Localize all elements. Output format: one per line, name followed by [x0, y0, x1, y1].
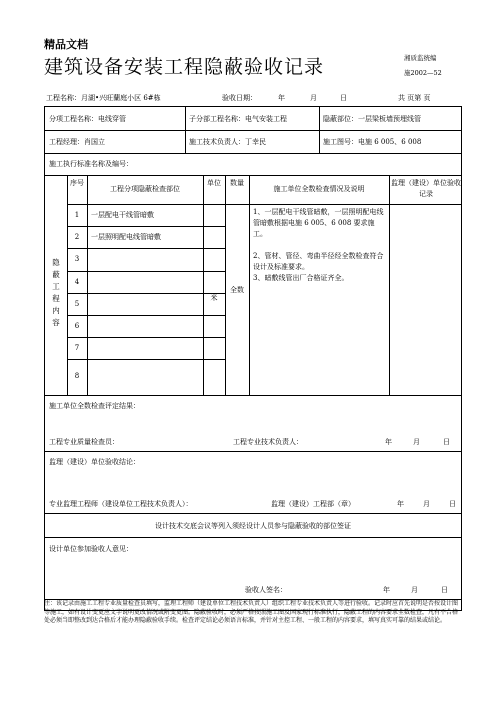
form-code-line1: 湘质监统编 — [404, 54, 437, 62]
result-day: 日 — [443, 438, 450, 446]
result-year: 年 — [385, 438, 392, 446]
form-table — [44, 106, 462, 611]
supervision-month: 月 — [423, 500, 430, 508]
date-day: 日 — [340, 94, 347, 102]
form-code-line2: 施2002—52 — [404, 69, 442, 77]
supervision-year: 年 — [397, 500, 404, 508]
qty-value: 全数 — [230, 286, 244, 294]
drawing-number: 施工图号：电施 6 005、6 008 — [323, 138, 422, 146]
concealed-part: 隐蔽部位：一层梁板墙预埋线管 — [323, 115, 421, 123]
seq-3: 3 — [74, 255, 80, 263]
sub-item-name: 分项工程名称：电线穿管 — [49, 115, 126, 123]
header-unit: 单位 — [207, 179, 221, 187]
design-note: 设计技术交底会议等列入须经设计人员参与隐蔽验收的部位签证 — [155, 522, 351, 530]
seq-8: 8 — [74, 372, 80, 380]
item-2: 一层照明配电线管暗敷 — [91, 233, 161, 241]
seq-1: 1 — [74, 211, 80, 219]
project-manager: 工程经理：肖国立 — [49, 138, 105, 146]
header-item: 工程分项隐蔽检查部位 — [110, 185, 180, 193]
seq-4: 4 — [74, 278, 80, 286]
supervisor-label: 专业监理工程师（建设单位工程技术负责人）： — [49, 500, 193, 508]
design-day: 日 — [441, 586, 448, 594]
result-month: 月 — [413, 438, 420, 446]
acceptance-date-label: 验收日期： — [222, 94, 257, 102]
header-qty: 数量 — [230, 179, 244, 187]
header-seq: 序号 — [70, 179, 84, 187]
seq-5: 5 — [74, 300, 80, 308]
side-label: 隐蔽工程内容 — [52, 258, 60, 327]
date-year: 年 — [278, 94, 285, 102]
design-opinion-label: 设计单位参加验收人意见： — [49, 545, 133, 553]
seq-2: 2 — [74, 233, 80, 241]
document-title: 建筑设备安装工程隐蔽验收记录 — [44, 56, 325, 78]
execution-standard: 施工执行标准名称及编号： — [49, 160, 133, 168]
unit-value: 米 — [210, 294, 218, 302]
sub-division-name: 子分部工程名称：电气安装工程 — [189, 115, 287, 123]
check-item-2: 2、管材、管径、弯曲半径经全数检查符合设计及标准要求。 — [253, 252, 384, 271]
construction-tech-lead: 施工技术负责人：丁幸民 — [189, 138, 266, 146]
header-supervision: 监理（建设）单位验收记录 — [391, 179, 461, 198]
page-count: 共 页第 页 — [398, 94, 431, 102]
supervision-dept-label: 监理（建设）工程部（章） — [271, 500, 355, 508]
construction-result-label: 施工单位全数检查评定结果： — [49, 402, 140, 410]
item-1: 一层配电干线管暗敷 — [91, 211, 154, 219]
document-header: 精品文档 — [44, 38, 88, 51]
check-item-1: 1、一层配电干线管暗敷，一层照明配电线管暗敷根据电施 6 005、6 008 要求施工。 — [253, 208, 384, 238]
design-month: 月 — [411, 586, 418, 594]
design-year: 年 — [383, 586, 390, 594]
quality-inspector-label: 工程专业质量检查员： — [49, 438, 119, 446]
date-month: 月 — [310, 94, 317, 102]
seq-7: 7 — [74, 344, 80, 352]
seq-6: 6 — [74, 322, 80, 330]
check-item-3: 3、暗敷线管出厂合格证齐全。 — [253, 274, 349, 282]
acceptor-sign-label: 验收人签名： — [245, 586, 287, 594]
tech-lead-label: 工程专业技术负责人： — [233, 438, 303, 446]
project-name: 工程名称：月湖•兴旺蘭庭小区 6#栋 — [46, 94, 161, 102]
footer-notes: 注：该记录由施工工程专业质量检查员填写，监理工程师（建设单位工程技术负责人）组织工程专业技术负责人等进行验收。记录时应首先说明是否按设计图等施工，如有设计变更应文字说明更改情况或附变更图。隐蔽验收时，必须严格按照施工图及国家现行标准执行，隐蔽工程的内容要求全数检查，凡有不合格处必须当即整改到达合格后才能办理隐蔽验收手续。检查评定结论必须语言标准，并针对主控工程、一般工程的内容要求，填写真实可靠的结果或结论。 — [44, 600, 459, 625]
supervision-conclusion-label: 监理（建设）单位验收结论： — [49, 458, 140, 466]
header-check: 施工单位全数检查情况及说明 — [273, 185, 365, 193]
supervision-day: 日 — [449, 500, 456, 508]
